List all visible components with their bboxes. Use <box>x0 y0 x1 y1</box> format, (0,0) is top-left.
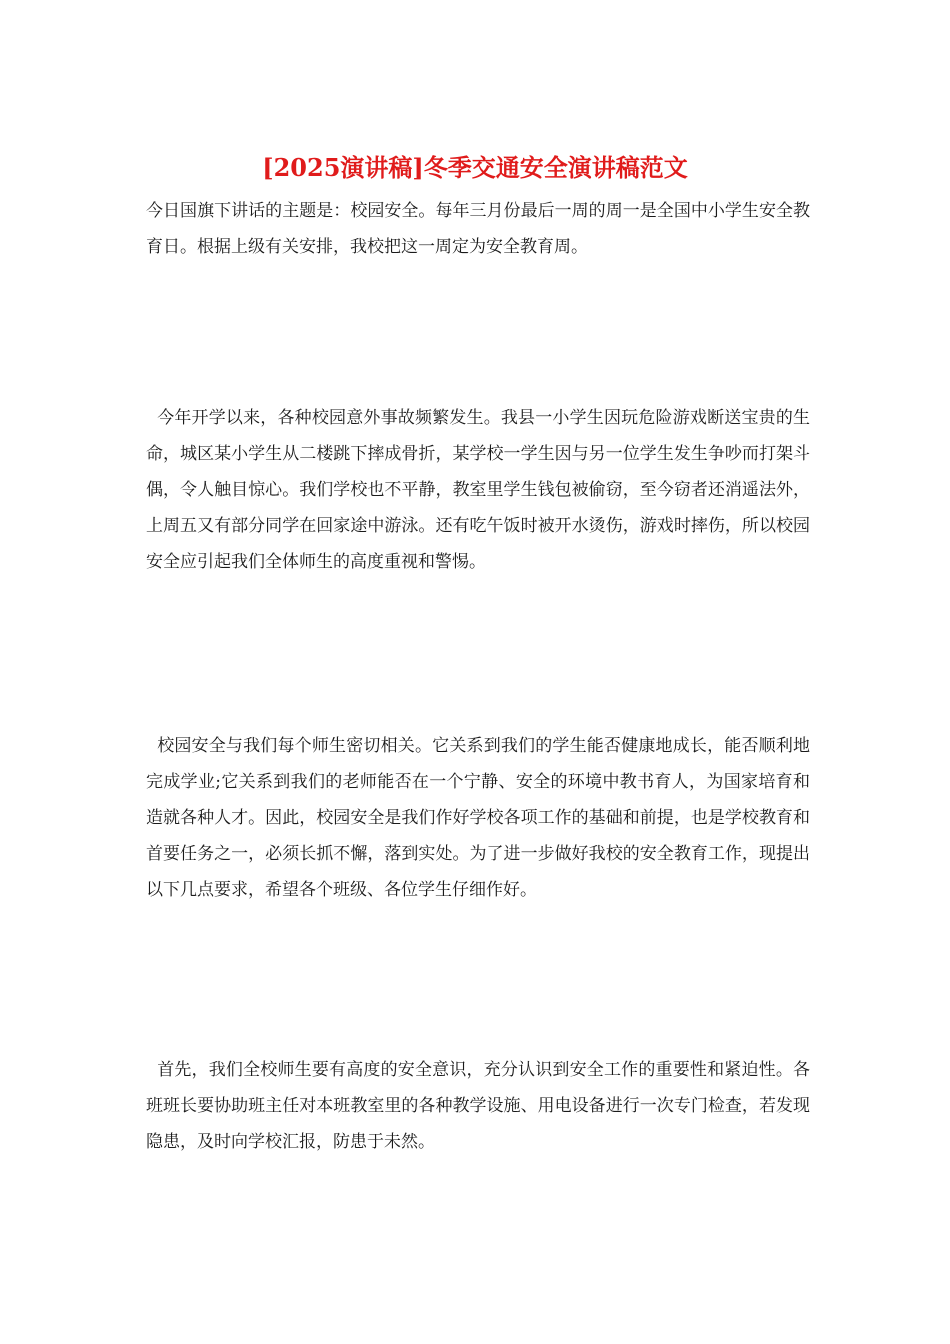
paragraph-importance: 校园安全与我们每个师生密切相关。它关系到我们的学生能否健康地成长，能否顺利地完成学业;它关系到我们的老师能否在一个宁静、安全的环境中教书育人，为国家培育和造就各种人才。因此，校园安全是我们作好学校各项工作的基础和前提，也是学校教育和首要任务之一，必须长抓不懈，落到实处。为了进一步做好我校的安全教育工作，现提出以下几点要求，希望各个班级、各位学生仔细作好。 <box>146 736 811 900</box>
paragraph-incidents: 今年开学以来，各种校园意外事故频繁发生。我县一小学生因玩危险游戏断送宝贵的生命，城区某小学生从二楼跳下摔成骨折，某学校一学生因与另一位学生发生争吵而打架斗偶，令人触目惊心。我们学校也不平静，教室里学生钱包被偷窃，至今窃者还消遥法外，上周五又有部分同学在回家途中游泳。还有吃午饭时被开水烫伤，游戏时摔伤，所以校园安全应引起我们全体师生的高度重视和警惕。 <box>146 408 811 572</box>
paragraph-first-requirement: 首先，我们全校师生要有高度的安全意识，充分认识到安全工作的重要性和紧迫性。各班班长要协助班主任对本班教室里的各种教学设施、用电设备进行一次专门检查，若发现隐患，及时向学校汇报，防患于未然。 <box>146 1060 811 1152</box>
paragraph-intro: 今日国旗下讲话的主题是：校园安全。每年三月份最后一周的周一是全国中小学生安全教育日。根据上级有关安排，我校把这一周定为安全教育周。 <box>146 201 810 257</box>
document-title: [2025演讲稿]冬季交通安全演讲稿范文 <box>262 153 688 182</box>
